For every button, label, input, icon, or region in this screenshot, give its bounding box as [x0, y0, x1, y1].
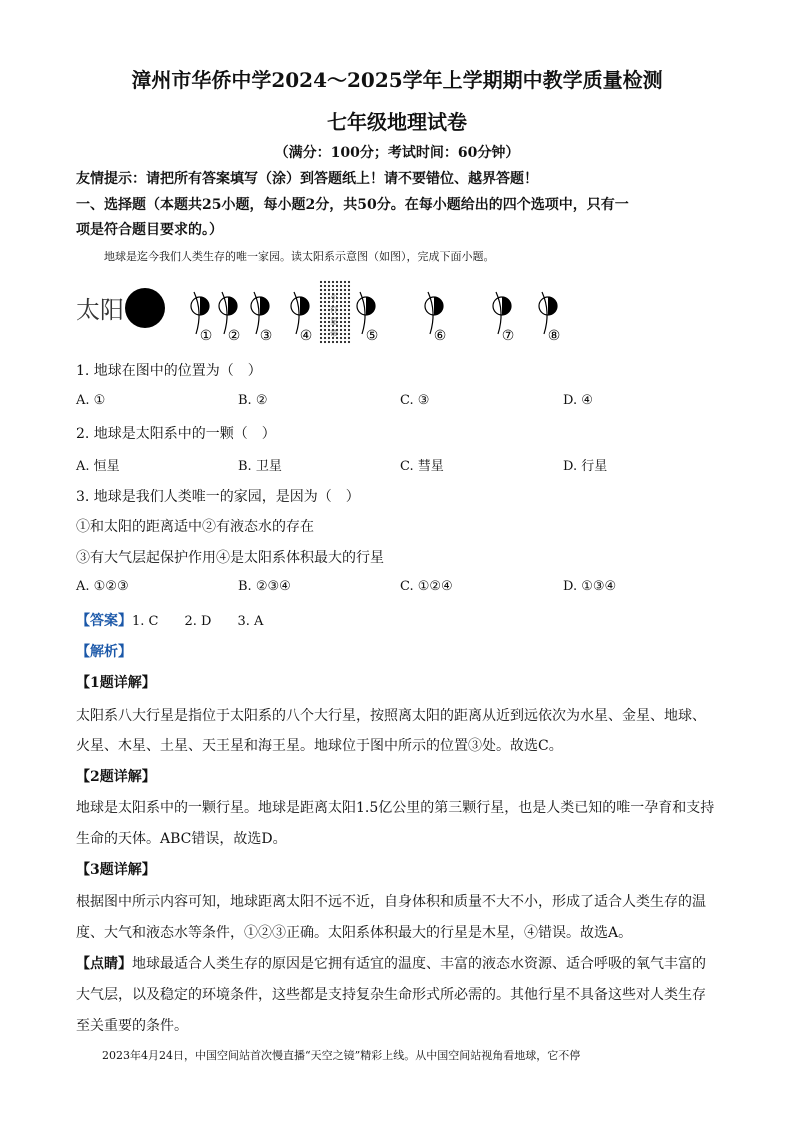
key-point-text-1: 地球最适合人类生存的原因是它拥有适宜的温度、丰富的液态水资源、适合呼吸的氧气丰富的 [132, 956, 706, 972]
key-point-line-2: 大气层，以及稳定的环境条件，这些都是支持复杂生命形式所必需的。其他行星不具备这些对人类生存 [76, 987, 706, 1003]
planet-3 [251, 292, 272, 344]
asteroid-dot [336, 341, 338, 343]
asteroid-dot [320, 321, 322, 323]
detail-1-line-1: 太阳系八大行星是指位于太阳系的八个大行星，按照离太阳的距离从近到远依次为水星、金星、地球、 [76, 708, 706, 724]
planet-1 [191, 292, 212, 344]
asteroid-dot [336, 281, 338, 283]
q3-option-b: B. ②③④ [238, 579, 291, 594]
q3-option-c: C. ①②④ [400, 579, 453, 594]
planet-number-8: ⑧ [547, 328, 561, 344]
asteroid-dot [320, 281, 322, 283]
asteroid-dot [340, 289, 342, 291]
asteroid-dot [324, 309, 326, 311]
asteroid-belt-label-3: 星 [330, 317, 338, 326]
asteroid-dot [324, 337, 326, 339]
asteroid-dot [348, 285, 350, 287]
asteroid-dot [344, 325, 346, 327]
asteroid-dot [320, 329, 322, 331]
planet-number-3: ③ [259, 328, 273, 344]
asteroid-dot [320, 301, 322, 303]
asteroid-dot [348, 297, 350, 299]
asteroid-dot [340, 281, 342, 283]
asteroid-belt [317, 280, 351, 344]
asteroid-dot [344, 305, 346, 307]
asteroid-dot [324, 313, 326, 315]
asteroid-dot [348, 301, 350, 303]
asteroid-dot [344, 309, 346, 311]
asteroid-dot [332, 285, 334, 287]
asteroid-dot [324, 293, 326, 295]
asteroid-dot [348, 317, 350, 319]
planet-number-2: ② [227, 328, 241, 344]
q1-option-c: C. ③ [400, 393, 430, 408]
asteroid-dot [320, 325, 322, 327]
q1-option-a: A. ① [76, 393, 106, 408]
asteroid-dot [324, 301, 326, 303]
sun-icon [125, 288, 165, 328]
asteroid-dot [340, 317, 342, 319]
planet-number-7: ⑦ [501, 328, 515, 344]
friendly-notice: 友情提示：请把所有答案填写（涂）到答题纸上！请不要错位、越界答题！ [76, 171, 538, 187]
asteroid-dot [320, 305, 322, 307]
detail-1-line-2: 火星、木星、土星、天王星和海王星。地球位于图中所示的位置③处。故选C。 [76, 738, 563, 754]
asteroid-dot [348, 325, 350, 327]
asteroid-dot [320, 333, 322, 335]
asteroid-dot [348, 281, 350, 283]
asteroid-belt-label-4: 带 [330, 329, 338, 338]
asteroid-dot [320, 289, 322, 291]
asteroid-dot [344, 341, 346, 343]
question-2-stem: 2. 地球是太阳系中的一颗（ ） [76, 426, 276, 442]
asteroid-dot [320, 285, 322, 287]
asteroid-dot [344, 281, 346, 283]
planet-number-1: ① [199, 328, 213, 344]
q1-option-b: B. ② [238, 393, 268, 408]
solar-system-diagram [70, 276, 590, 348]
q3-option-a: A. ①②③ [76, 579, 129, 594]
asteroid-dot [340, 301, 342, 303]
asteroid-dot [340, 321, 342, 323]
asteroid-dot [320, 341, 322, 343]
detail-2-line-1: 地球是太阳系中的一颗行星。地球是距离太阳1.5亿公里的第三颗行星，也是人类已知的唯一孕育和支持 [76, 800, 715, 816]
asteroid-dot [344, 285, 346, 287]
asteroid-dot [348, 333, 350, 335]
asteroid-dot [328, 341, 330, 343]
asteroid-dot [324, 281, 326, 283]
asteroid-dot [344, 321, 346, 323]
asteroid-dot [344, 313, 346, 315]
asteroid-dot [348, 313, 350, 315]
key-point-line-1 [76, 953, 706, 973]
exam-score-time: （满分：100分；考试时间：60分钟） [274, 145, 520, 161]
question-3-stem: 3. 地球是我们人类唯一的家园，是因为（ ） [76, 489, 360, 505]
asteroid-dot [340, 329, 342, 331]
asteroid-dot [320, 337, 322, 339]
asteroid-dot [324, 341, 326, 343]
next-passage-intro: 2023年4月24日，中国空间站首次慢直播“天空之镜”精彩上线。从中国空间站视角看地球，它不停 [102, 1049, 581, 1062]
asteroid-dot [348, 337, 350, 339]
asteroid-dot [324, 321, 326, 323]
asteroid-dot [324, 305, 326, 307]
planet-2 [219, 292, 240, 344]
planet-number-4: ④ [299, 328, 313, 344]
sun-label: 太阳 [76, 296, 124, 324]
planet-8 [539, 292, 560, 344]
section1-heading-line1: 一、选择题（本题共25小题，每小题2分，共50分。在每小题给出的四个选项中，只有一 [76, 197, 629, 213]
asteroid-dot [324, 297, 326, 299]
asteroid-dot [340, 305, 342, 307]
asteroid-dot [348, 289, 350, 291]
question-1-stem: 1. 地球在图中的位置为（ ） [76, 363, 262, 379]
key-point-tag: 【点睛】 [76, 956, 132, 972]
asteroid-dot [344, 301, 346, 303]
asteroid-dot [324, 329, 326, 331]
asteroid-dot [324, 333, 326, 335]
asteroid-dot [340, 341, 342, 343]
asteroid-dot [320, 309, 322, 311]
asteroid-dot [328, 289, 330, 291]
asteroid-dot [320, 297, 322, 299]
q2-option-c: C. 彗星 [400, 459, 444, 474]
answer-block [76, 610, 263, 630]
asteroid-dot [332, 341, 334, 343]
asteroid-dot [340, 285, 342, 287]
q2-option-d: D. 行星 [563, 459, 608, 474]
asteroid-dot [340, 333, 342, 335]
asteroid-dot [320, 313, 322, 315]
planet-4 [291, 292, 312, 344]
asteroid-dot [320, 293, 322, 295]
asteroid-dot [344, 337, 346, 339]
asteroid-dot [324, 285, 326, 287]
q2-option-b: B. 卫星 [238, 459, 282, 474]
detail-2-tag: 【2题详解】 [76, 769, 156, 785]
asteroid-dot [344, 329, 346, 331]
asteroid-dot [344, 333, 346, 335]
asteroid-dot [320, 317, 322, 319]
asteroid-dot [344, 297, 346, 299]
q2-option-a: A. 恒星 [76, 459, 120, 474]
asteroid-dot [348, 305, 350, 307]
answer-tag: 【答案】 [76, 613, 132, 629]
asteroid-dot [348, 329, 350, 331]
planet-number-5: ⑤ [365, 328, 379, 344]
key-point-line-3: 至关重要的条件。 [76, 1018, 188, 1034]
asteroid-dot [336, 289, 338, 291]
q3-statement-2: ③有大气层起保护作用④是太阳系体积最大的行星 [76, 550, 384, 566]
asteroid-dot [348, 341, 350, 343]
asteroid-belt-label-1: 小 [330, 293, 338, 302]
asteroid-dot [340, 325, 342, 327]
planet-7 [493, 292, 514, 344]
detail-2-line-2: 生命的天体。ABC错误，故选D。 [76, 831, 287, 847]
asteroid-dot [324, 317, 326, 319]
planet-6 [425, 292, 446, 344]
exam-subtitle: 七年级地理试卷 [327, 110, 467, 134]
asteroid-dot [340, 297, 342, 299]
asteroid-dot [332, 289, 334, 291]
asteroid-dot [340, 313, 342, 315]
exam-title: 漳州市华侨中学2024～2025学年上学期期中教学质量检测 [131, 68, 663, 92]
asteroid-dot [344, 289, 346, 291]
planet-number-6: ⑥ [433, 328, 447, 344]
q3-statement-1: ①和太阳的距离适中②有液态水的存在 [76, 519, 314, 535]
planet-5 [357, 292, 378, 344]
detail-1-tag: 【1题详解】 [76, 675, 156, 691]
answer-text: 1. C 2. D 3. A [132, 614, 264, 629]
asteroid-dot [344, 293, 346, 295]
asteroid-dot [344, 317, 346, 319]
detail-3-line-2: 度、大气和液态水等条件，①②③正确。太阳系体积最大的行星是木星，④错误。故选A。 [76, 925, 633, 941]
detail-3-tag: 【3题详解】 [76, 862, 156, 878]
asteroid-dot [348, 309, 350, 311]
analysis-tag: 【解析】 [76, 644, 132, 660]
asteroid-dot [348, 321, 350, 323]
asteroid-dot [340, 293, 342, 295]
q3-option-d: D. ①③④ [563, 579, 617, 594]
asteroid-dot [324, 289, 326, 291]
asteroid-dot [336, 285, 338, 287]
question-intro: 地球是迄今我们人类生存的唯一家园。读太阳系示意图（如图），完成下面小题。 [104, 250, 495, 263]
section1-heading-line2: 项是符合题目要求的。） [76, 222, 223, 238]
asteroid-dot [328, 281, 330, 283]
asteroid-dot [348, 293, 350, 295]
asteroid-dot [340, 309, 342, 311]
asteroid-belt-label-2: 行 [330, 305, 338, 314]
asteroid-dot [328, 285, 330, 287]
q1-option-d: D. ④ [563, 393, 593, 408]
detail-3-line-1: 根据图中所示内容可知，地球距离太阳不远不近，自身体积和质量不大不小，形成了适合人类生存的温 [76, 894, 706, 910]
asteroid-dot [340, 337, 342, 339]
asteroid-dot [324, 325, 326, 327]
asteroid-dot [332, 281, 334, 283]
